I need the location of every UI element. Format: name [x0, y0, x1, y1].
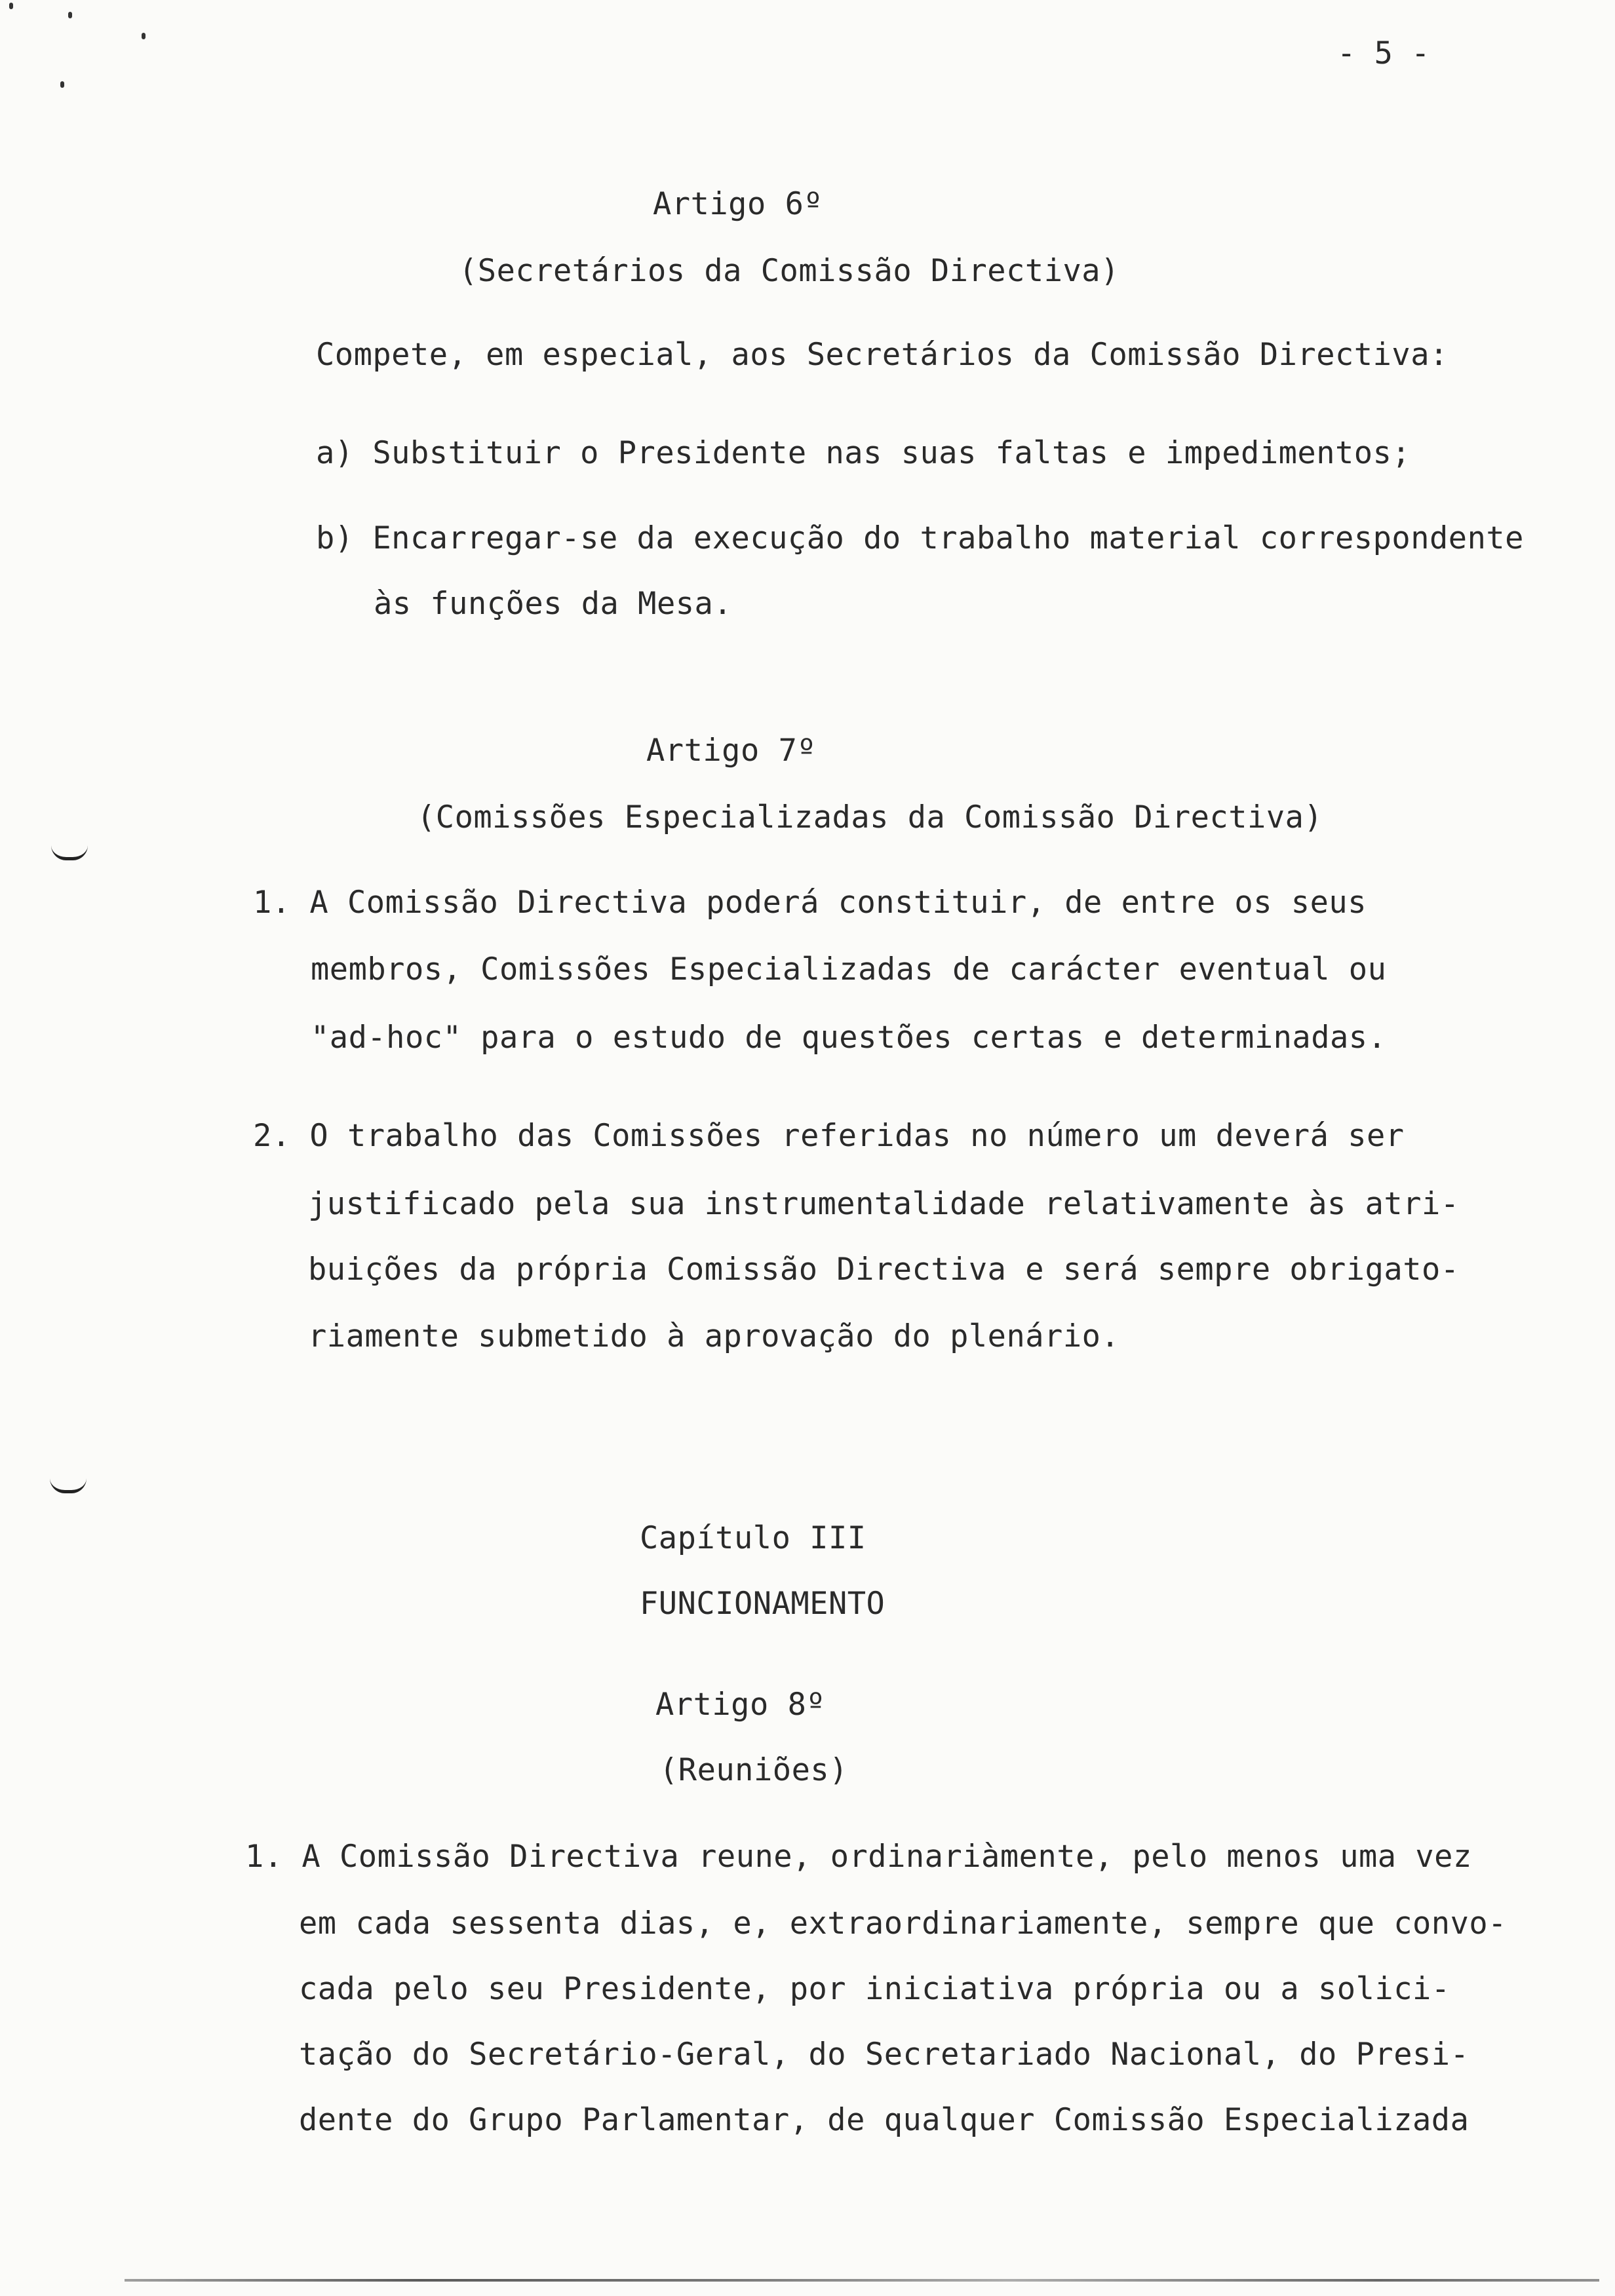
- article-7-p2-line-2: justificado pela sua instrumentalidade relativamente às atri-: [308, 1186, 1460, 1222]
- scan-speck: [60, 81, 64, 88]
- article-8-p1-line-3: cada pelo seu Presidente, por iniciativa própria ou a solici-: [299, 1971, 1450, 2007]
- article-6-intro: Compete, em especial, aos Secretários da Comissão Directiva:: [316, 337, 1449, 373]
- article-8-p1-line-5: dente do Grupo Parlamentar, de qualquer Comissão Especializada: [299, 2102, 1469, 2138]
- article-6-subheading: (Secretários da Comissão Directiva): [459, 253, 1119, 289]
- scan-speck: [68, 12, 72, 18]
- chapter-3-name: FUNCIONAMENTO: [640, 1586, 885, 1622]
- article-6-heading: Artigo 6º: [653, 186, 823, 222]
- article-8-p1-line-1: 1. A Comissão Directiva reune, ordinariàmente, pelo menos uma vez: [245, 1839, 1472, 1875]
- scan-mark: [50, 1478, 87, 1493]
- article-8-p1-line-4: tação do Secretário-Geral, do Secretariado Nacional, do Presi-: [299, 2037, 1469, 2073]
- article-7-p1-line-1: 1. A Comissão Directiva poderá constituir, de entre os seus: [253, 885, 1367, 921]
- article-7-p2-line-1: 2. O trabalho das Comissões referidas no número um deverá ser: [253, 1118, 1405, 1154]
- scan-speck: [142, 33, 146, 39]
- article-6-item-a: a) Substituir o Presidente nas suas faltas e impedimentos;: [316, 435, 1411, 471]
- page-number: - 5 -: [1337, 35, 1430, 71]
- article-7-subheading: (Comissões Especializadas da Comissão Directiva): [417, 799, 1323, 835]
- scan-speck: [9, 3, 13, 9]
- article-8-subheading: (Reuniões): [659, 1752, 848, 1788]
- article-7-p2-line-4: riamente submetido à aprovação do plenário.: [308, 1318, 1120, 1354]
- scan-mark: [51, 845, 88, 860]
- article-8-p1-line-2: em cada sessenta dias, e, extraordinariamente, sempre que convo-: [299, 1905, 1507, 1942]
- article-7-heading: Artigo 7º: [646, 733, 817, 769]
- article-6-item-b-line-2: às funções da Mesa.: [374, 586, 733, 622]
- chapter-3-title: Capítulo III: [640, 1520, 866, 1556]
- article-6-item-b-line-1: b) Encarregar-se da execução do trabalho material correspondente: [316, 520, 1524, 556]
- article-7-p2-line-3: buições da própria Comissão Directiva e será sempre obrigato-: [308, 1252, 1460, 1288]
- article-7-p1-line-2: membros, Comissões Especializadas de carácter eventual ou: [311, 951, 1387, 987]
- scan-bottom-edge: [125, 2279, 1599, 2282]
- article-8-heading: Artigo 8º: [655, 1687, 826, 1723]
- article-7-p1-line-3: "ad-hoc" para o estudo de questões certas e determinadas.: [311, 1020, 1387, 1056]
